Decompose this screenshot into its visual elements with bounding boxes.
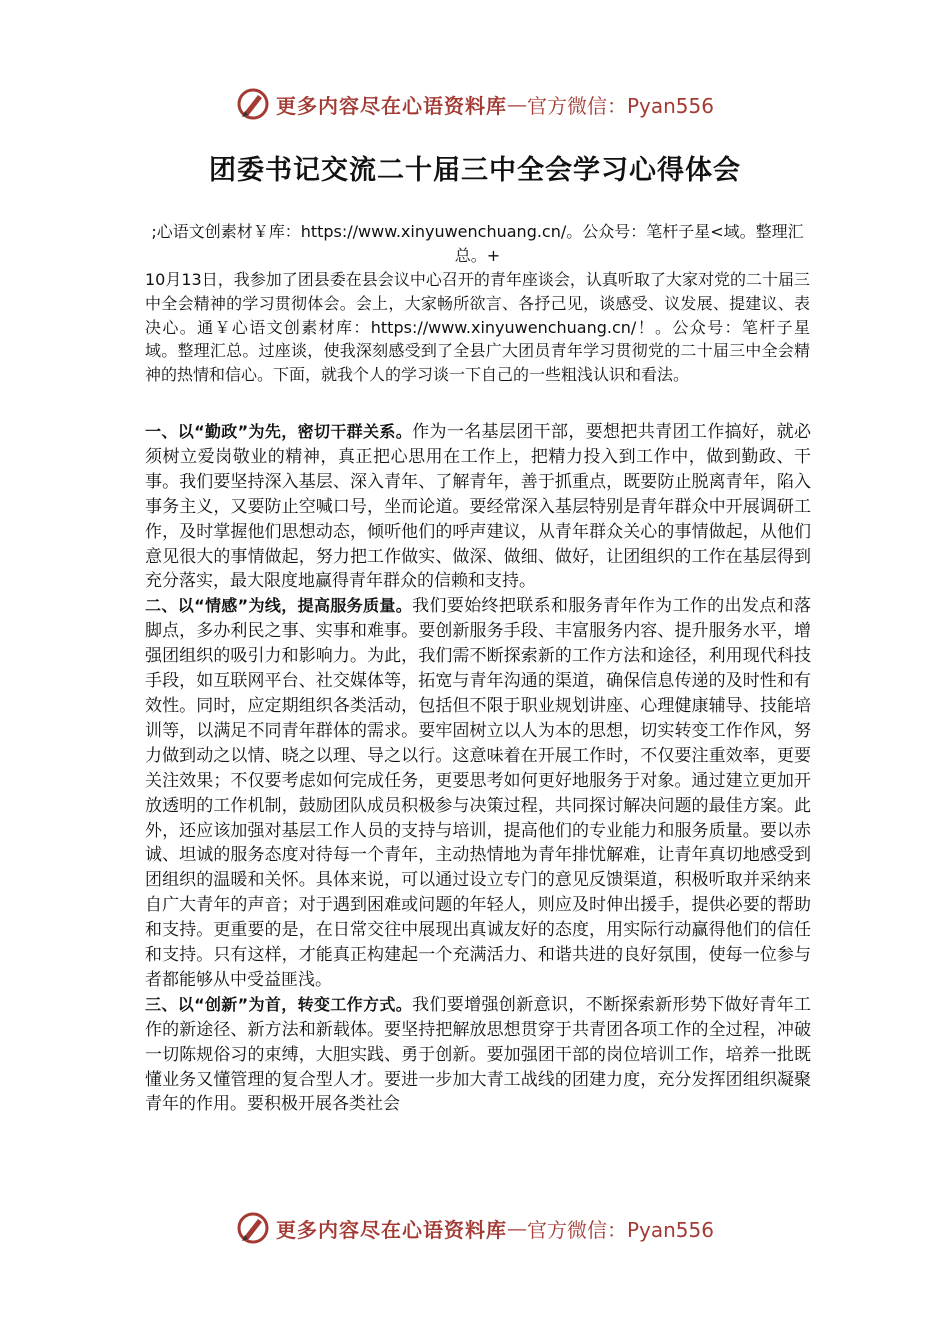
- section-paragraph: [145, 420, 811, 594]
- section-heading: 一、以“勤政”为先，密切干群关系。: [145, 422, 413, 441]
- section-heading: 二、以“情感”为线，提高服务质量。: [145, 596, 413, 616]
- banner-brand: 更多内容尽在心语资料库: [275, 93, 507, 118]
- section-paragraph: [145, 993, 811, 1118]
- banner-brand: 更多内容尽在心语资料库: [275, 1217, 507, 1242]
- document-title: 团委书记交流二十届三中全会学习心得体会: [209, 155, 741, 186]
- banner-separator: —: [506, 92, 527, 116]
- section-paragraph: [145, 594, 811, 993]
- pen-logo-icon: [236, 87, 270, 121]
- header-banner: [0, 84, 950, 124]
- section-heading: 三、以“创新”为首，转变工作方式。: [145, 994, 413, 1014]
- footer-banner: [0, 1208, 950, 1248]
- banner-wechat: 官方微信：Pyan556: [526, 93, 714, 118]
- banner-wechat: 官方微信：Pyan556: [526, 1217, 714, 1242]
- document-body: [145, 420, 811, 1117]
- section-text: 我们要始终把联系和服务青年作为工作的出发点和落脚点，多办利民之事、实事和难事。要创新服务手段、丰富服务内容、提升服务水平，增强团组织的吸引力和影响力。为此，我们需不断探索新的工作方法和途径，利用现代科技手段，如互联网平台、社交媒体等，拓宽与青年沟通的渠道，确保信息传递的及时性和有效性。同时，应定期组织各类活动，包括但不限于职业规划讲座、心理健康辅导、技能培训等，以满足不同青年群体的需求。要牢固树立以人为本的思想，切实转变工作作风，努力做到动之以情、晓之以理、导之以行。这意味着在开展工作时，不仅要注重效率，更要关注效果；不仅要考虑如何完成任务，更要思考如何更好地服务于对象。通过建立更加开放透明的工作机制，鼓励团队成员积极参与决策过程，共同探讨解决问题的最佳方案。此外，还应该加强对基层工作人员的支持与培训，提高他们的专业能力和服务质量。要以赤诚、坦诚的服务态度对待每一个青年，主动热情地为青年排忧解难，让青年真切地感受到团组织的温暖和关怀。具体来说，可以通过设立专门的意见反馈渠道，积极听取并采纳来自广大青年的声音；对于遇到困难或问题的年轻人，则应及时伸出援手，提供必要的帮助和支持。更重要的是，在日常交往中展现出真诚友好的态度，用实际行动赢得他们的信任和支持。只有这样，才能真正构建起一个充满活力、和谐共进的良好氛围，使每一位参与者都能够从中受益匪浅。: [145, 596, 811, 990]
- intro-paragraph: 10月13日，我参加了团县委在县会议中心召开的青年座谈会，认真听取了大家对党的二十届三中全会精神的学习贯彻体会。会上，大家畅所欲言、各抒己见，谈感受、议发展、提建议、表决心。通￥心语文创素材库：https://www.xinyuwenchuang.cn/！。公众号：笔杆子星域。整理汇总。过座谈，使我深刻感受到了全县广大团员青年学习贯彻党的二十届三中全会精神的热情和信心。下面，就我个人的学习谈一下自己的一些粗浅认识和看法。: [145, 270, 810, 385]
- section-text: 作为一名基层团干部，要想把共青团工作搞好，就必须树立爱岗敬业的精神，真正把心思用在工作上，把精力投入到工作中，做到勤政、干事。我们要坚持深入基层、深入青年、了解青年，善于抓重点，既要防止脱离青年，陷入事务主义，又要防止空喊口号，坐而论道。要经常深入基层特别是青年群众中开展调研工作，及时掌握他们思想动态，倾听他们的呼声建议，从青年群众关心的事情做起，从他们意见很大的事情做起，努力把工作做实、做深、做细、做好，让团组织的工作在基层得到充分落实，最大限度地赢得青年群众的信赖和支持。: [145, 422, 811, 592]
- section-text: 我们要增强创新意识，不断探索新形势下做好青年工作的新途径、新方法和新载体。要坚持把解放思想贯穿于共青团各项工作的全过程，冲破一切陈规俗习的束缚，大胆实践、勇于创新。要加强团干部的岗位培训工作，培养一批既懂业务又懂管理的复合型人才。要进一步加大青工战线的团建力度，充分发挥团组织凝聚青年的作用。要积极开展各类社会: [145, 994, 811, 1115]
- pen-logo-icon: [236, 1211, 270, 1245]
- source-note: ;心语文创素材￥库：https://www.xinyuwenchuang.cn/。公众号：笔杆子星<域。整理汇总。+: [151, 222, 804, 265]
- banner-separator: —: [506, 1216, 527, 1240]
